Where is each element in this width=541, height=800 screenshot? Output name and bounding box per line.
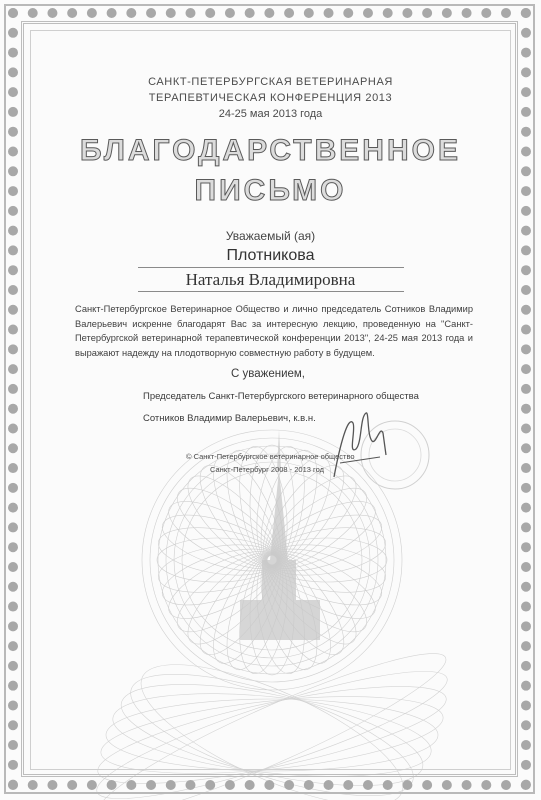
letter-body: Санкт-Петербургское Ветеринарное Общество и лично председатель Сотников Владимир Валерьевич искренне благодарят Вас за интересную лекцию, проведенную на "Санкт-Петербургской ветеринарной терапевтической конференции 2013", 24-25 мая 2013 года и выражают надежду на плодотворную совместную работу в будущем. (75, 304, 473, 358)
title-line2: ПИСЬМО (194, 174, 347, 207)
recipient-surname: Плотникова (226, 247, 315, 264)
conference-title-line1: САНКТ-ПЕТЕРБУРГСКАЯ ВЕТЕРИНАРНАЯ (148, 76, 393, 88)
recipient-given-name: Наталья Владимировна (185, 270, 356, 289)
signer-name: Сотников Владимир Валерьевич, к.в.н. (143, 413, 316, 424)
greeting: Уважаемый (ая) (225, 229, 316, 243)
copyright-line: © Санкт-Петербургское ветеринарное общество (186, 452, 355, 461)
conference-title-line2: ТЕРАПЕВТИЧЕСКАЯ КОНФЕРЕНЦИЯ 2013 (148, 92, 393, 104)
name-underline-2 (138, 291, 404, 292)
signature-and-stamp (320, 405, 440, 495)
regards: С уважением, (231, 368, 305, 380)
city-years-line: Санкт-Петербург 2008 - 2013 год (210, 465, 324, 474)
title-line1: БЛАГОДАРСТВЕННОЕ (80, 134, 461, 167)
conference-dates: 24-25 мая 2013 года (218, 108, 323, 120)
signer-position: Председатель Санкт-Петербургского ветеринарного общества (143, 391, 419, 402)
name-underline-1 (138, 267, 404, 268)
